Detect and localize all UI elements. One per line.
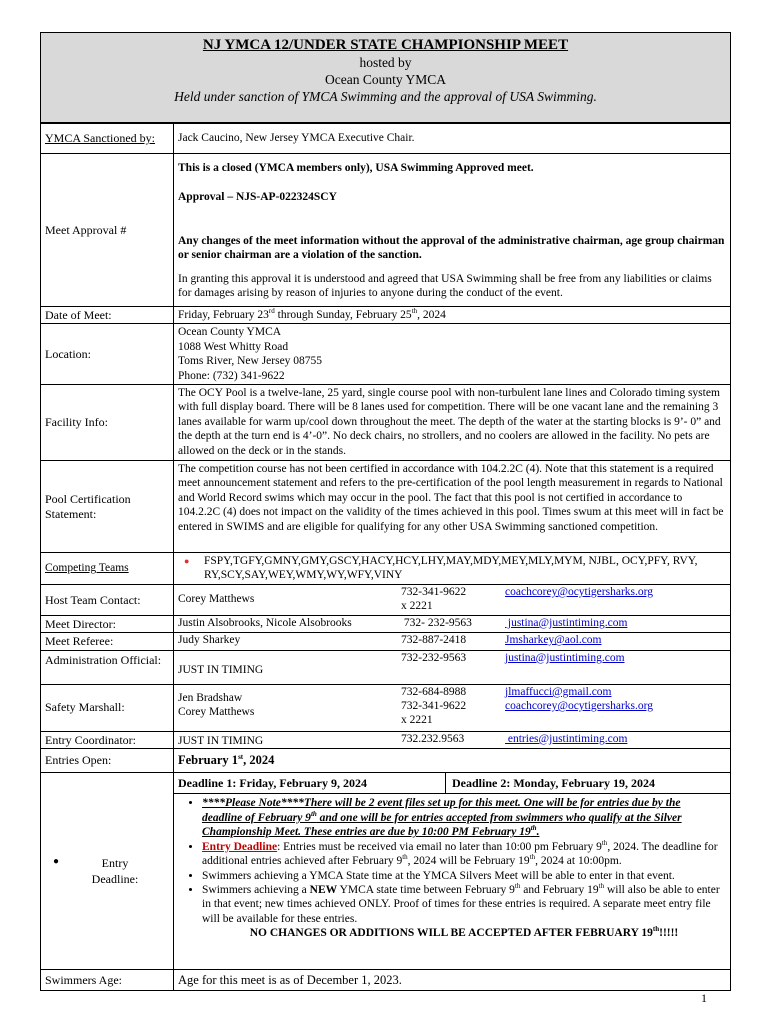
label-meet-director: Meet Director: (41, 615, 174, 632)
label-host-contact: Host Team Contact: (41, 584, 174, 615)
label-facility: Facility Info: (41, 385, 174, 461)
label-safety-marshall: Safety Marshall: (41, 684, 174, 731)
label-certification: Pool Certification Statement: (41, 461, 174, 553)
row-entry-coordinator (41, 731, 731, 748)
note-entry-deadline: • Entry Deadline: Entries must be received via email no later than 10:00 pm February 9th, 2024. The deadline for additional entries achieved after February 9th, 2024 will be February 19th, 2024 at 10:00pm. (202, 840, 722, 869)
row-host-contact (41, 584, 731, 615)
value-date: Friday, February 23rd through Sunday, February 25th, 2024 (174, 307, 731, 324)
note-new-times: • Swimmers achieving a NEW YMCA state time between February 9th and February 19th will also be able to enter in that event; new times achieved ONLY. Proof of times for these entries is required. A separate meet entry file will be available for these entries. (202, 883, 722, 926)
deadline-notes (174, 794, 730, 926)
label-teams: Competing Teams (41, 553, 174, 585)
bullet-icon: ● (53, 856, 60, 868)
label-sanctioned: YMCA Sanctioned by: (41, 124, 174, 154)
row-meet-director (41, 615, 731, 632)
label-entry-deadline: ● Entry Deadline: (41, 773, 174, 970)
host-contact-name: Corey Matthews (178, 593, 255, 606)
label-location: Location: (41, 324, 174, 385)
entry-coordinator-phone: 732.232.9563 (401, 732, 465, 745)
meet-referee-phone: 732-887-2418 (401, 634, 467, 647)
label-approval: Meet Approval # (41, 154, 174, 307)
value-certification: The competition course has not been certified in accordance with 104.2.2C (4). Note that this statement is a required meet announcement statement and refers to the pre-certification of the pool length measurement in regards to National and World Record swims which may occur in the pool. The fact that this pool is not certified in accordance to 104.2.2C (4) does not impact on the validity of the times achieved in this pool. Times swum at this meet will in fact be entered in SWIMS and are eligible for qualifying for any other USA Swimming sanctioned competition. (174, 461, 731, 553)
row-admin-official (41, 650, 731, 684)
page-number: 1 (701, 991, 707, 1005)
admin-official-email[interactable]: justina@justintiming.com (505, 651, 625, 664)
row-sanctioned (41, 124, 731, 154)
host-contact-email[interactable]: coachcorey@ocytigersharks.org (505, 585, 654, 598)
host-contact-phone: 732-341-9622 x 2221 (401, 585, 467, 613)
value-entries-open: February 1st, 2024 (174, 749, 731, 773)
value-approval (174, 154, 731, 307)
document (40, 32, 731, 991)
host-name: Ocean County YMCA (325, 72, 446, 87)
row-teams (41, 553, 731, 585)
value-sanctioned: Jack Caucino, New Jersey YMCA Executive Chair. (174, 124, 731, 154)
row-facility (41, 385, 731, 461)
bullet-icon: ● (184, 556, 190, 567)
row-entry-deadline (41, 773, 731, 970)
safety-marshall-phones: 732-684-8988 732-341-9622 x 2221 (401, 685, 467, 727)
row-meet-referee (41, 633, 731, 650)
row-safety-marshall (41, 684, 731, 731)
value-facility: The OCY Pool is a twelve-lane, 25 yard, single course pool with non-turbulent lane lines and Colorado timing system with full display board. There will be 8 lanes used for competition. There will be one vacant lane and the remaining 3 lanes available for warm up/cool down throughout the meet. The depth of the water at the starting blocks is 9’- 0” and the depth at the turn end is 4’-0”. No deck chairs, no strollers, and no coolers are allowed in the facility. No pets are allowed on the deck or in the stands. (174, 385, 731, 461)
label-date: Date of Meet: (41, 307, 174, 324)
meet-director-name: Justin Alsobrooks, Nicole Alsobrooks (178, 616, 352, 629)
deadline-1: Deadline 1: Friday, February 9, 2024 (174, 773, 446, 794)
changes-warning: Any changes of the meet information without the approval of the administrative chairman, age group chairman or senior chairman are a violation of the sanction. (178, 234, 725, 262)
admin-official-name: JUST IN TIMING (178, 663, 264, 676)
meet-referee-email[interactable]: Jmsharkey@aol.com (505, 634, 602, 647)
sanction-note: Held under sanction of YMCA Swimming and the approval of USA Swimming. (174, 89, 597, 104)
value-entry-deadline (174, 773, 731, 970)
safety-marshall-names: Jen Bradshaw Corey Matthews (178, 691, 255, 719)
row-approval (41, 154, 731, 307)
row-location (41, 324, 731, 385)
label-entries-open: Entries Open: (41, 749, 174, 773)
label-entry-coordinator: Entry Coordinator: (41, 731, 174, 748)
row-entries-open (41, 749, 731, 773)
meet-title: NJ YMCA 12/UNDER STATE CHAMPIONSHIP MEET (202, 37, 569, 53)
value-swimmers-age: Age for this meet is as of December 1, 2023. (174, 970, 731, 991)
row-swimmers-age (41, 970, 731, 991)
row-date (41, 307, 731, 324)
deadline-2: Deadline 2: Monday, February 19, 2024 (452, 776, 655, 791)
hosted-by: hosted by (359, 55, 412, 70)
closed-meet-text: This is a closed (YMCA members only), USA Swimming Approved meet. (178, 162, 534, 174)
meet-header (40, 32, 731, 123)
value-teams (174, 553, 731, 585)
value-location: Ocean County YMCA 1088 West Whitty Road Toms River, New Jersey 08755 Phone: (732) 341-9622 (174, 324, 731, 385)
label-admin-official: Administration Official: (41, 650, 174, 684)
entry-coordinator-email[interactable]: entries@justintiming.com (505, 732, 628, 745)
safety-marshall-emails[interactable]: jlmaffucci@gmail.com coachcorey@ocytigersharks.org (505, 685, 654, 713)
meet-director-phone: 732- 232-9563 (401, 616, 472, 629)
meet-info-table (40, 123, 731, 991)
no-changes-warning: NO CHANGES OR ADDITIONS WILL BE ACCEPTED AFTER FEBRUARY 19th!!!!! (249, 925, 679, 940)
row-certification (41, 461, 731, 553)
meet-referee-name: Judy Sharkey (178, 634, 241, 647)
note-silvers: • Swimmers achieving a YMCA State time at the YMCA Silvers Meet will be able to enter in that event. (202, 869, 722, 883)
meet-director-email[interactable]: justina@justintiming.com (505, 616, 628, 629)
label-swimmers-age: Swimmers Age: (41, 970, 174, 991)
entry-coordinator-name: JUST IN TIMING (178, 734, 264, 747)
label-meet-referee: Meet Referee: (41, 633, 174, 650)
liability-text: In granting this approval it is understood and agreed that USA Swimming shall be free from any liabilities or claims for damages arising by reason of injuries to anyone during the conduct of the event. (178, 272, 712, 300)
admin-official-phone: 732-232-9563 (401, 651, 467, 664)
approval-number: Approval – NJS-AP-022324SCY (178, 191, 337, 204)
teams-list: FSPY,TGFY,GMNY,GMY,GSCY,HACY,HCY,LHY,MAY,MDY,MEY,MLY,MYM, NJBL, OCY,PFY, RVY, RY,SCY,SAY,WEY,WMY,WY,WFY,VINY (204, 555, 698, 582)
note-two-files: • ****Please Note****There will be 2 event files set up for this meet. One will be for entries due by the deadline of February 9th and one will be for entries accepted from swimmers who qualify at the Silver Championship Meet. These entries are due by 10:00 PM February 19th. (202, 796, 722, 839)
